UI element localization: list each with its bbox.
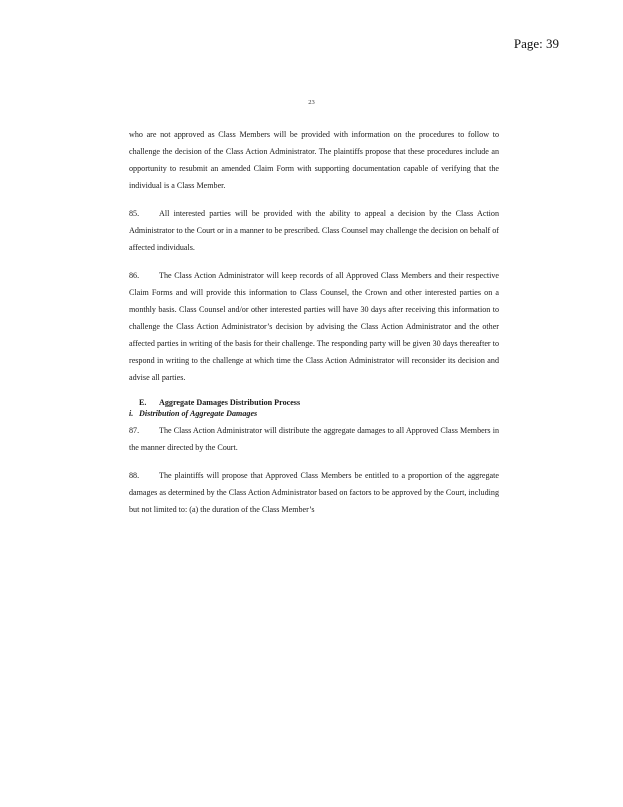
paragraph-continuation: who are not approved as Class Members will be provided with information on the procedures to follow to challenge the decision of the Class Action Administrator. The plaintiffs propose that these procedures include an opportunity to resubmit an amended Claim Form with supporting documentation capable of verifying that the individual is a Class Member. — [129, 130, 499, 190]
document-body — [129, 126, 499, 529]
paragraph-text: All interested parties will be provided with the ability to appeal a decision by the Class Action Administrator to the Court or in a manner to be prescribed. Class Counsel may challenge the decision on behalf of affected individuals. — [129, 209, 499, 252]
paragraph-text: The plaintiffs will propose that Approved Class Members be entitled to a proportion of the aggregate damages as determined by the Class Action Administrator based on factors to be approved by the Court, including but not limited to: (a) the duration of the Class Member’s — [129, 471, 499, 514]
paragraph-text: The Class Action Administrator will keep records of all Approved Class Members and their respective Claim Forms and will provide this information to Class Counsel, the Crown and other interested parties on a monthly basis. Class Counsel and/or other interested parties will have 30 days after receiving this information to challenge the Class Action Administrator’s decision by advising the Class Action Administrator and the other affected parties in writing of the basis for their challenge. The responding party will be given 30 days thereafter to respond in writing to the challenge at which time the Class Action Administrator will reconsider its decision and advise all parties. — [129, 271, 499, 382]
paragraph-87 — [129, 422, 499, 456]
paragraph-88 — [129, 467, 499, 518]
paragraph-number: 86. — [129, 271, 140, 280]
subsection-heading — [129, 408, 499, 419]
page-label: Page: 39 — [513, 36, 559, 51]
paragraph-number: 85. — [129, 209, 140, 218]
subsection-title: Distribution of Aggregate Damages — [139, 409, 258, 418]
paragraph-85 — [129, 205, 499, 256]
paragraph-text: The Class Action Administrator will distribute the aggregate damages to all Approved Class Members in the manner directed by the Court. — [129, 426, 499, 452]
subsection-number: i. — [129, 409, 134, 418]
section-heading — [139, 397, 499, 408]
section-title: Aggregate Damages Distribution Process — [159, 398, 301, 407]
paragraph-number: 88. — [129, 471, 140, 480]
paragraph-86 — [129, 267, 499, 386]
page-number: 23 — [308, 99, 315, 106]
section-letter: E. — [139, 398, 147, 407]
paragraph-number: 87. — [129, 426, 140, 435]
